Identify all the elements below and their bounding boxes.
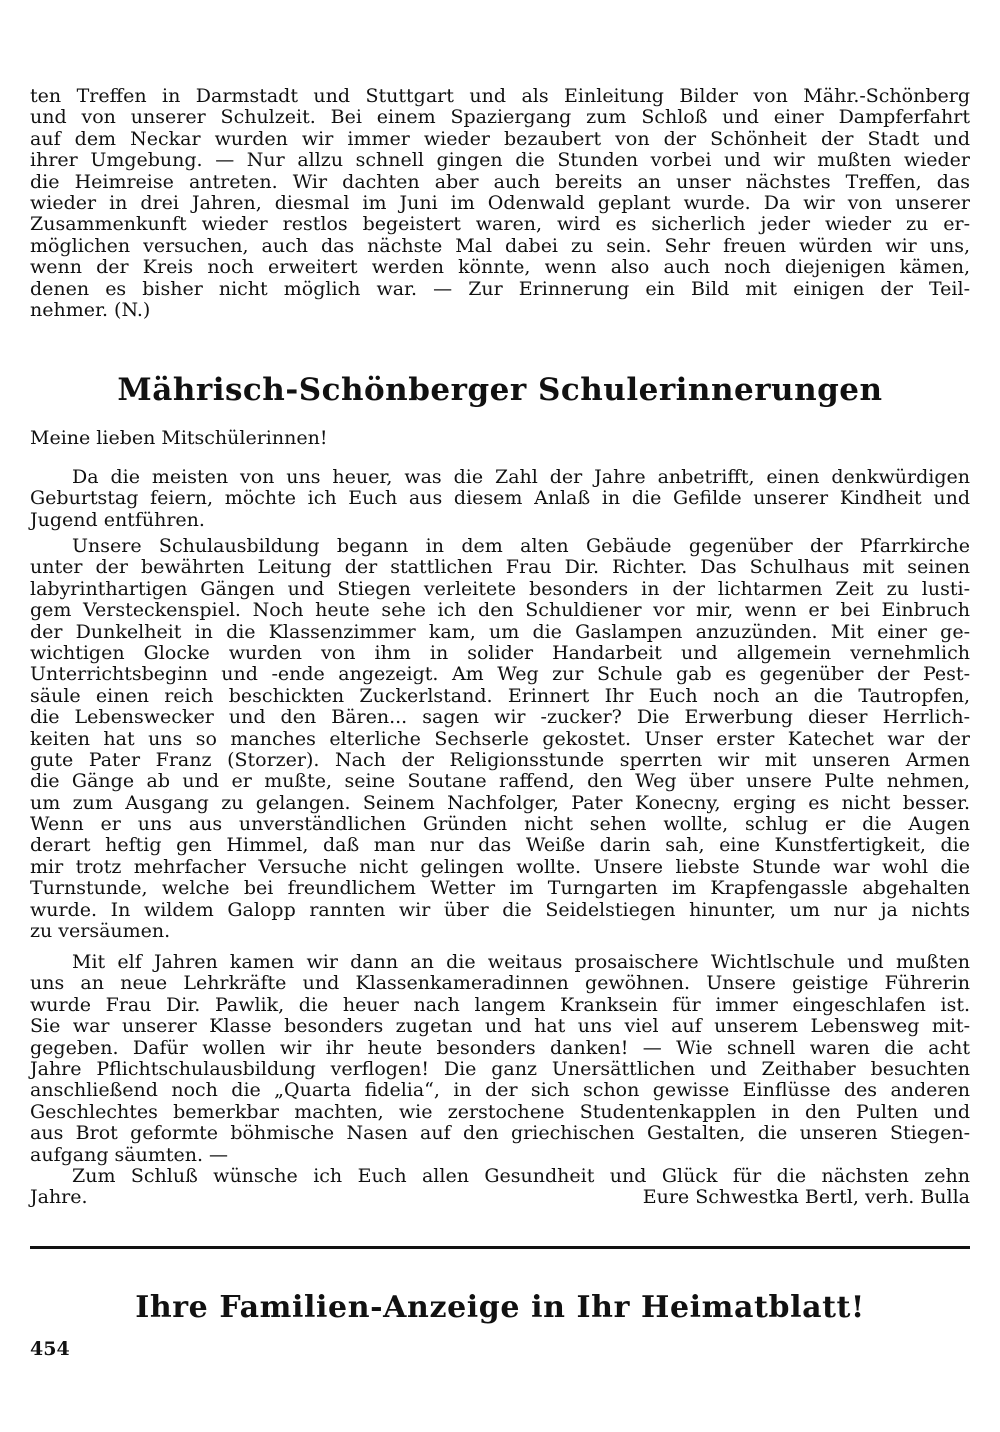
paragraph-line: Jugend entführen. xyxy=(30,508,205,531)
paragraph-line: Geschlechtes bemerkbar machten, wie zerstochene Studentenkapplen in den Pulten und xyxy=(30,1100,970,1123)
paragraph-line: die Gänge ab und er mußte, seine Soutane raffend, den Weg über unsere Pulte nehmen, xyxy=(30,770,970,793)
intro-line: und von unserer Schulzeit. Bei einem Spaziergang zum Schloß und einer Dampferfahrt xyxy=(30,106,970,129)
paragraph-3 xyxy=(30,952,970,1166)
intro-line: auf dem Neckar wurden wir immer wieder bezaubert von der Schönheit der Stadt und xyxy=(30,127,970,150)
intro-line: wenn der Kreis noch erweitert werden könnte, wenn also auch noch diejenigen kämen, xyxy=(30,256,970,279)
paragraph-line: Sie war unserer Klasse besonders zugetan und hat uns viel auf unserem Lebensweg mit- xyxy=(30,1015,970,1038)
paragraph-line: um zum Ausgang zu gelangen. Seinem Nachfolger, Pater Konecny, erging es nicht besser. xyxy=(30,791,970,814)
signature: Eure Schwestka Bertl, verh. Bulla xyxy=(642,1186,970,1209)
closing-line: Zum Schluß wünsche ich Euch allen Gesundheit und Glück für die nächsten zehn xyxy=(72,1165,970,1187)
paragraph-1 xyxy=(30,467,970,531)
closing xyxy=(30,1166,970,1209)
paragraph-line: mir trotz mehrfacher Versuche nicht gelingen wollte. Unsere liebste Stunde war wohl die xyxy=(30,855,970,878)
paragraph-line: wichtigen Glocke wurden von ihm in solider Handarbeit und allgemein vernehmlich xyxy=(30,641,970,664)
paragraph-line: Turnstunde, welche bei freundlichem Wetter im Turngarten im Krapfengassle abgehalten xyxy=(30,877,970,900)
intro-line: denen es bisher nicht möglich war. — Zur Erinnerung ein Bild mit einigen der Teil- xyxy=(30,277,970,300)
paragraph-line: der Dunkelheit in die Klassenzimmer kam, um die Gaslampen anzuzünden. Mit einer ge- xyxy=(30,620,970,643)
intro-text xyxy=(30,86,970,321)
paragraph-line: aus Brot geformte böhmische Nasen auf den griechischen Gestalten, die unseren Stiegen- xyxy=(30,1122,970,1145)
salutation xyxy=(30,428,970,449)
paragraph-line: aufgang säumten. — xyxy=(30,1143,229,1166)
intro-line: ten Treffen in Darmstadt und Stuttgart und als Einleitung Bilder von Mähr.-Schönberg xyxy=(30,85,970,107)
advertisement: Ihre Familien-Anzeige in Ihr Heimatblatt! xyxy=(135,1290,865,1325)
paragraph-line: Unsere Schulausbildung begann in dem alten Gebäude gegenüber der Pfarrkirche xyxy=(72,535,970,557)
paragraph-line: säule einen reich beschickten Zuckerlstand. Erinnert Ihr Euch noch an die Tautropfen, xyxy=(30,684,970,707)
paragraph-line: wurde. In wildem Galopp rannten wir über die Seidelstiegen hinunter, um nur ja nichts xyxy=(30,898,970,921)
paragraph-line: Unterrichtsbeginn und -ende angezeigt. Am Weg zur Schule gab es gegenüber der Pest- xyxy=(30,663,970,686)
paragraph-line: die Lebenswecker und den Bären... sagen wir -zucker? Die Erwerbung dieser Herrlich- xyxy=(30,706,970,729)
paragraph-line: anschließend noch die „Quarta fidelia“, in der sich schon gewisse Einflüsse des anderen xyxy=(30,1079,970,1102)
paragraph-line: uns an neue Lehrkräfte und Klassenkameradinnen gewöhnen. Unsere geistige Führerin xyxy=(30,972,970,995)
paragraph-line: labyrinthartigen Gängen und Stiegen verleitete besonders in der lichtarmen Zeit zu lusti- xyxy=(30,577,970,600)
intro-line: wieder in drei Jahren, diesmal im Juni im Odenwald geplant wurde. Da wir von unserer xyxy=(30,191,970,214)
closing-end-row xyxy=(30,1187,970,1208)
paragraph-line: zu versäumen. xyxy=(30,920,171,943)
paragraph-line: derart heftig gen Himmel, daß man nur das Weiße darin sah, eine Kunstfertigkeit, die xyxy=(30,834,970,857)
intro-line: Zusammenkunft wieder restlos begeistert waren, wird es sicherlich jeder wieder zu er- xyxy=(30,213,970,236)
intro-line: ihrer Umgebung. — Nur allzu schnell gingen die Stunden vorbei und wir mußten wieder xyxy=(30,149,970,172)
paragraph-line: unter der bewährten Leitung der stattlichen Frau Dir. Richter. Das Schulhaus mit seinen xyxy=(30,556,970,579)
paragraph-line: Jahre Pflichtschulausbildung verflogen! Die ganz Unersättlichen und Zeithaber besuchten xyxy=(30,1057,970,1080)
closing-end: Jahre. xyxy=(30,1186,88,1209)
paragraph-line: gute Pater Franz (Storzer). Nach der Religionsstunde sperrten wir mit unseren Armen xyxy=(30,748,970,771)
paragraph-line: Geburtstag feiern, möchte ich Euch aus diesem Anlaß in die Gefilde unserer Kindheit und xyxy=(30,487,970,510)
paragraph-line: Da die meisten von uns heuer, was die Zahl der Jahre anbetrifft, einen denkwürdigen xyxy=(72,466,970,488)
paragraph-line: keiten hat uns so manches elterliche Sechserle gekostet. Unser erster Katechet war der xyxy=(30,727,970,750)
page-number: 454 xyxy=(30,1338,70,1360)
paragraph-line: Wenn er uns aus unverständlichen Gründen nicht sehen wollte, schlug er die Augen xyxy=(30,813,970,836)
intro-line: möglichen versuchen, auch das nächste Mal dabei zu sein. Sehr freuen würden wir uns, xyxy=(30,234,970,257)
salutation-text: Meine lieben Mitschülerinnen! xyxy=(30,427,328,449)
paragraph-line: gem Versteckenspiel. Noch heute sehe ich den Schuldiener vor mir, wenn er bei Einbruch xyxy=(30,599,970,622)
article-title: Mährisch-Schönberger Schulerinnerungen xyxy=(117,372,883,408)
intro-line: die Heimreise antreten. Wir dachten aber auch bereits an unser nächstes Treffen, das xyxy=(30,170,970,193)
paragraph-line: wurde Frau Dir. Pawlik, die heuer nach langem Kranksein für immer eingeschlafen ist. xyxy=(30,993,970,1016)
paragraph-line: Mit elf Jahren kamen wir dann an die weitaus prosaischere Wichtlschule und mußten xyxy=(72,951,970,973)
intro-line: nehmer. (N.) xyxy=(30,298,151,321)
paragraph-2 xyxy=(30,536,970,942)
paragraph-line: gegeben. Dafür wollen wir ihr heute besonders danken! — Wie schnell waren die acht xyxy=(30,1036,970,1059)
divider-rule xyxy=(30,1246,970,1249)
